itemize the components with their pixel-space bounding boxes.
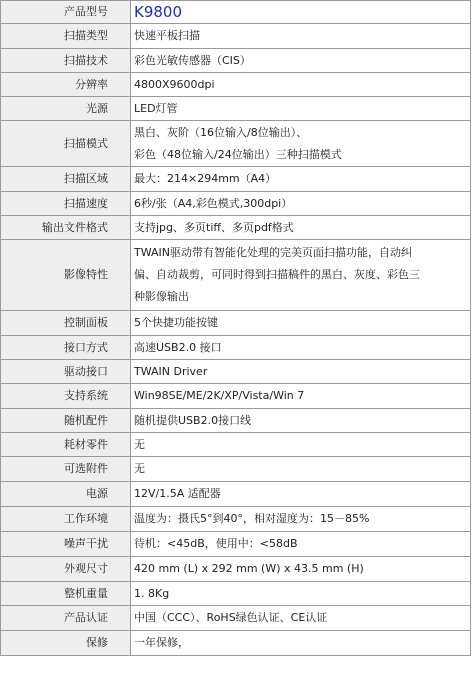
- model-number: K9800: [134, 3, 183, 21]
- spec-row: [1, 1, 471, 24]
- spec-value-line: 彩色（48位输入/24位输出）三种扫描模式: [134, 147, 342, 161]
- spec-label: 分辨率: [1, 73, 131, 97]
- spec-row: [1, 606, 471, 631]
- spec-value: [131, 507, 471, 532]
- spec-label: 扫描技术: [1, 49, 131, 73]
- spec-row: [1, 631, 471, 656]
- spec-row: [1, 97, 471, 121]
- spec-label: 光源: [1, 97, 131, 121]
- spec-row: [1, 384, 471, 409]
- spec-value-line: 6秒/张（A4,彩色模式,300dpi）: [134, 196, 293, 210]
- spec-value-line: 支持jpg、多页tiff、多页pdf格式: [134, 220, 294, 234]
- spec-value: [131, 433, 471, 457]
- spec-value: [131, 240, 471, 311]
- spec-label: 扫描区域: [1, 167, 131, 192]
- spec-value: [131, 482, 471, 507]
- spec-label: 接口方式: [1, 336, 131, 360]
- spec-label: 扫描速度: [1, 192, 131, 216]
- spec-row: [1, 532, 471, 557]
- spec-label: 控制面板: [1, 311, 131, 336]
- spec-row: [1, 73, 471, 97]
- spec-label: 工作环境: [1, 507, 131, 532]
- spec-value: [131, 311, 471, 336]
- spec-row: [1, 582, 471, 606]
- spec-label: 输出文件格式: [1, 216, 131, 240]
- spec-value: [131, 1, 471, 24]
- spec-label: 产品认证: [1, 606, 131, 631]
- spec-row: [1, 311, 471, 336]
- spec-value: [131, 216, 471, 240]
- spec-label: 外观尺寸: [1, 557, 131, 582]
- spec-value-line: 无: [134, 462, 145, 475]
- spec-value: [131, 167, 471, 192]
- spec-label: 电源: [1, 482, 131, 507]
- spec-row: [1, 192, 471, 216]
- spec-label: 扫描类型: [1, 24, 131, 49]
- spec-row: [1, 167, 471, 192]
- spec-value: [131, 582, 471, 606]
- spec-row: [1, 457, 471, 482]
- spec-value-line: LED灯管: [134, 101, 178, 115]
- spec-value-line: 最大：214×294mm（A4）: [134, 172, 277, 185]
- spec-row: [1, 507, 471, 532]
- spec-value-line: 种影像输出: [134, 290, 189, 303]
- spec-value-line: 温度为：摄氏5°到40°，相对湿度为：15－85%: [134, 512, 370, 525]
- spec-value-line: Win98SE/ME/2K/XP/Vista/Win 7: [134, 389, 305, 402]
- spec-value: [131, 73, 471, 97]
- spec-label: 整机重量: [1, 582, 131, 606]
- spec-row: [1, 216, 471, 240]
- spec-label: 保修: [1, 631, 131, 656]
- spec-value-line: 偏、自动裁剪，可同时得到扫描稿件的黑白、灰度、彩色三: [134, 268, 420, 281]
- spec-value-line: 随机提供USB2.0接口线: [134, 413, 252, 427]
- spec-value-line: 无: [134, 437, 145, 451]
- spec-value-line: TWAIN Driver: [134, 364, 208, 378]
- spec-label: 随机配件: [1, 409, 131, 433]
- spec-row: [1, 433, 471, 457]
- spec-row: [1, 409, 471, 433]
- spec-label: 可选附件: [1, 457, 131, 482]
- spec-value: [131, 24, 471, 49]
- spec-value: [131, 49, 471, 73]
- spec-value: [131, 192, 471, 216]
- spec-value-line: 一年保修，: [134, 636, 189, 649]
- spec-label: 驱动接口: [1, 360, 131, 384]
- spec-value-line: 5个快捷功能按键: [134, 316, 218, 329]
- spec-label: 支持系统: [1, 384, 131, 409]
- spec-value: [131, 384, 471, 409]
- spec-value-line: 快速平板扫描: [134, 29, 200, 42]
- spec-value: [131, 457, 471, 482]
- spec-table-body: [1, 1, 471, 656]
- spec-row: [1, 360, 471, 384]
- spec-value: [131, 557, 471, 582]
- spec-row: [1, 557, 471, 582]
- spec-row: [1, 49, 471, 73]
- spec-value: [131, 97, 471, 121]
- spec-row: [1, 24, 471, 49]
- spec-value-line: 待机：<45dB，使用中：<58dB: [134, 537, 298, 550]
- spec-label: 扫描模式: [1, 121, 131, 167]
- spec-value-line: 黑白、灰阶（16位输入/8位输出）、: [134, 125, 308, 139]
- spec-value: [131, 606, 471, 631]
- spec-label: 产品型号: [1, 1, 131, 24]
- spec-value-line: 高速USB2.0 接口: [134, 340, 222, 354]
- spec-row: [1, 240, 471, 311]
- spec-row: [1, 121, 471, 167]
- spec-value-line: 1. 8Kg: [134, 586, 170, 600]
- spec-value: [131, 631, 471, 656]
- spec-value: [131, 532, 471, 557]
- spec-value: [131, 409, 471, 433]
- spec-row: [1, 482, 471, 507]
- spec-value-line: 彩色光敏传感器（CIS）: [134, 53, 251, 67]
- spec-value-line: 4800X9600dpi: [134, 77, 215, 91]
- spec-value-line: 12V/1.5A 适配器: [134, 487, 221, 500]
- spec-value: [131, 121, 471, 167]
- spec-label: 耗材零件: [1, 433, 131, 457]
- spec-label: 影像特性: [1, 240, 131, 311]
- spec-value: [131, 336, 471, 360]
- spec-value-line: 420 mm (L) x 292 mm (W) x 43.5 mm (H): [134, 562, 364, 575]
- spec-value-line: 中国（CCC）、RoHS绿色认证、CE认证: [134, 611, 328, 624]
- spec-label: 噪声干扰: [1, 532, 131, 557]
- spec-row: [1, 336, 471, 360]
- spec-value: [131, 360, 471, 384]
- spec-value-line: TWAIN驱动带有智能化处理的完美页面扫描功能，自动纠: [134, 246, 412, 259]
